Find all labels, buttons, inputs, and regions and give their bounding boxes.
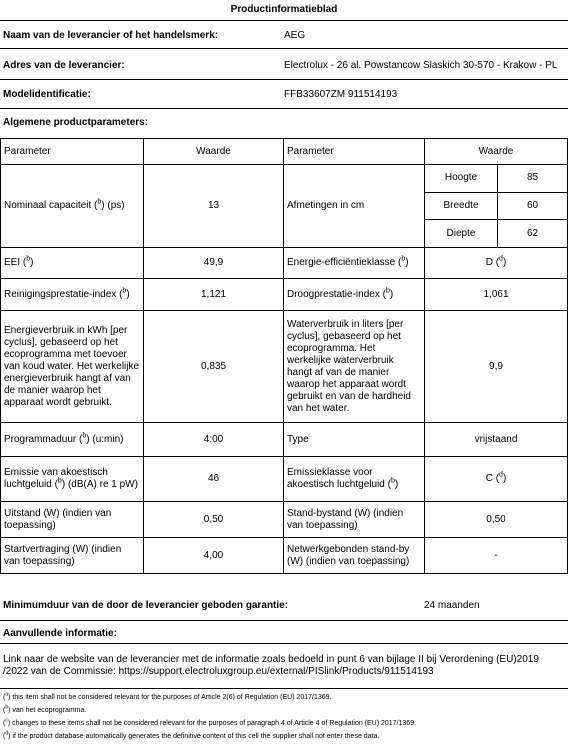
model-value: FFB33607ZM 911514193 bbox=[284, 89, 398, 100]
noise-emission-value: 46 bbox=[144, 457, 284, 502]
supplier-name-label: Naam van de leverancier of het handelsmerk: bbox=[3, 30, 219, 41]
page-title: Productinformatieblad bbox=[0, 0, 568, 21]
footnote-b: ($^b$) van het ecoprogramma. bbox=[3, 704, 87, 714]
table-row bbox=[1, 311, 568, 423]
program-duration-value: 4:00 bbox=[144, 423, 284, 457]
table-row bbox=[1, 502, 568, 538]
noise-class-value: C ($^d$) bbox=[425, 457, 568, 502]
table-row bbox=[1, 457, 568, 502]
off-mode-label: Uitstand (W) (indien van toepassing) bbox=[1, 502, 144, 538]
table-header-row bbox=[1, 139, 568, 165]
off-mode-value: 0,50 bbox=[144, 502, 284, 538]
noise-emission-label: Emissie van akoestisch luchtgeluid ($^b$) (dB(A) re 1 pW) bbox=[1, 457, 144, 502]
dimensions-cell bbox=[425, 165, 568, 248]
table-row bbox=[1, 165, 568, 248]
type-value: vrijstaand bbox=[425, 423, 568, 457]
eei-value: 49,9 bbox=[144, 248, 284, 279]
cleaning-index-value: 1,121 bbox=[144, 279, 284, 311]
water-consumption-value: 9,9 bbox=[425, 311, 568, 423]
model-row bbox=[0, 80, 568, 109]
dimensions-label: Afmetingen in cm bbox=[284, 165, 425, 248]
height-value: 85 bbox=[498, 165, 568, 192]
standby-value: 0,50 bbox=[425, 502, 568, 538]
eei-label: EEI ($^b$) bbox=[1, 248, 144, 279]
header-parameter: Parameter bbox=[284, 139, 425, 165]
additional-info-text-row bbox=[0, 644, 568, 689]
supplier-address-row bbox=[0, 49, 568, 80]
header-value: Waarde bbox=[425, 139, 568, 165]
drying-index-value: 1,061 bbox=[425, 279, 568, 311]
general-params-label: Algemene productparameters: bbox=[3, 117, 149, 128]
warranty-row bbox=[0, 590, 568, 621]
supplier-name-row bbox=[0, 21, 568, 49]
width-value: 60 bbox=[498, 192, 568, 219]
network-standby-label: Netwerkgebonden stand-by (W) (indien van toepassing) bbox=[284, 538, 425, 574]
energy-consumption-label: Energieverbruik in kWh [per cyclus], gebaseerd op het ecoprogramma met toevoer van koud water. Het werkelijke energieverbruik hangt af van de manier waarop het apparaat wordt gebruikt. bbox=[1, 311, 144, 423]
capacity-value: 13 bbox=[144, 165, 284, 248]
program-duration-label: Programmaduur ($^b$) (u:min) bbox=[1, 423, 144, 457]
additional-info-row bbox=[0, 621, 568, 644]
table-row bbox=[1, 248, 568, 279]
type-label: Type bbox=[284, 423, 425, 457]
parameters-table bbox=[0, 138, 568, 574]
footnote-a: ($^a$) this item shall not be considered relevant for the purposes of Article 2(6) of Regulation (EU) 2017/1369. bbox=[3, 691, 332, 701]
capacity-label: Nominaal capaciteit ($^b$) (ps) bbox=[1, 165, 144, 248]
depth-value: 62 bbox=[526, 227, 539, 239]
supplier-address-value: Electrolux - 26 al. Powstancow Slaskich 30-570 - Krakow - PL bbox=[284, 60, 558, 71]
width-label: Breedte bbox=[425, 192, 498, 219]
water-consumption-label: Waterverbruik in liters [per cyclus], gebaseerd op het ecoprogramma. Het werkelijke waterverbruik hangt af van de manier waarop het apparaat wordt gebruikt en van de hardheid van het water. bbox=[284, 311, 425, 423]
energy-consumption-value: 0,835 bbox=[144, 311, 284, 423]
standby-label: Stand-bystand (W) (indien van toepassing) bbox=[284, 502, 425, 538]
header-parameter: Parameter bbox=[1, 139, 144, 165]
cleaning-index-label: Reinigingsprestatie-index ($^b$) bbox=[1, 279, 144, 311]
model-label: Modelidentificatie: bbox=[3, 89, 91, 100]
header-value: Waarde bbox=[144, 139, 284, 165]
general-params-row bbox=[0, 109, 568, 137]
delay-start-value: 4,00 bbox=[144, 538, 284, 574]
delay-start-label: Startvertraging (W) (indien van toepassing) bbox=[1, 538, 144, 574]
energy-class-value: D ($^d$) bbox=[425, 248, 568, 279]
additional-info-label: Aanvullende informatie: bbox=[3, 628, 117, 639]
height-label: Hoogte bbox=[425, 165, 498, 192]
warranty-label: Minimumduur van de door de leverancier geboden garantie: bbox=[3, 600, 289, 611]
table-row bbox=[1, 279, 568, 311]
supplier-address-label: Adres van de leverancier: bbox=[3, 60, 125, 71]
warranty-value: 24 maanden bbox=[424, 600, 480, 611]
footnote-c: ($^c$) changes to these items shall not be considered relevant for the purposes of paragraph 4 of Article 4 of Regulation (EU) 2017/1369. bbox=[3, 717, 417, 727]
additional-info-text: Link naar de website van de leverancier met de informatie zoals bedoeld in punt 6 van bijlage II bij Verordening (EU)2019 /2022 van de Commissie: https://support.electroluxgroup.eu/external/PISlink/Products/911514193 bbox=[3, 654, 539, 677]
energy-class-label: Energie-efficiëntieklasse ($^b$) bbox=[284, 248, 425, 279]
supplier-name-value: AEG bbox=[284, 30, 306, 41]
noise-class-label: Emissieklasse voor akoestisch luchtgeluid ($^b$) bbox=[284, 457, 425, 502]
network-standby-value: - bbox=[425, 538, 568, 574]
footnote-d: ($^d$) if the product database automatically generates the definitive content of this cell the supplier shall not enter these data. bbox=[3, 730, 380, 740]
drying-index-label: Droogprestatie-index ($^b$) bbox=[284, 279, 425, 311]
table-row bbox=[1, 538, 568, 574]
table-row bbox=[1, 423, 568, 457]
depth-label: Diepte bbox=[425, 220, 498, 247]
